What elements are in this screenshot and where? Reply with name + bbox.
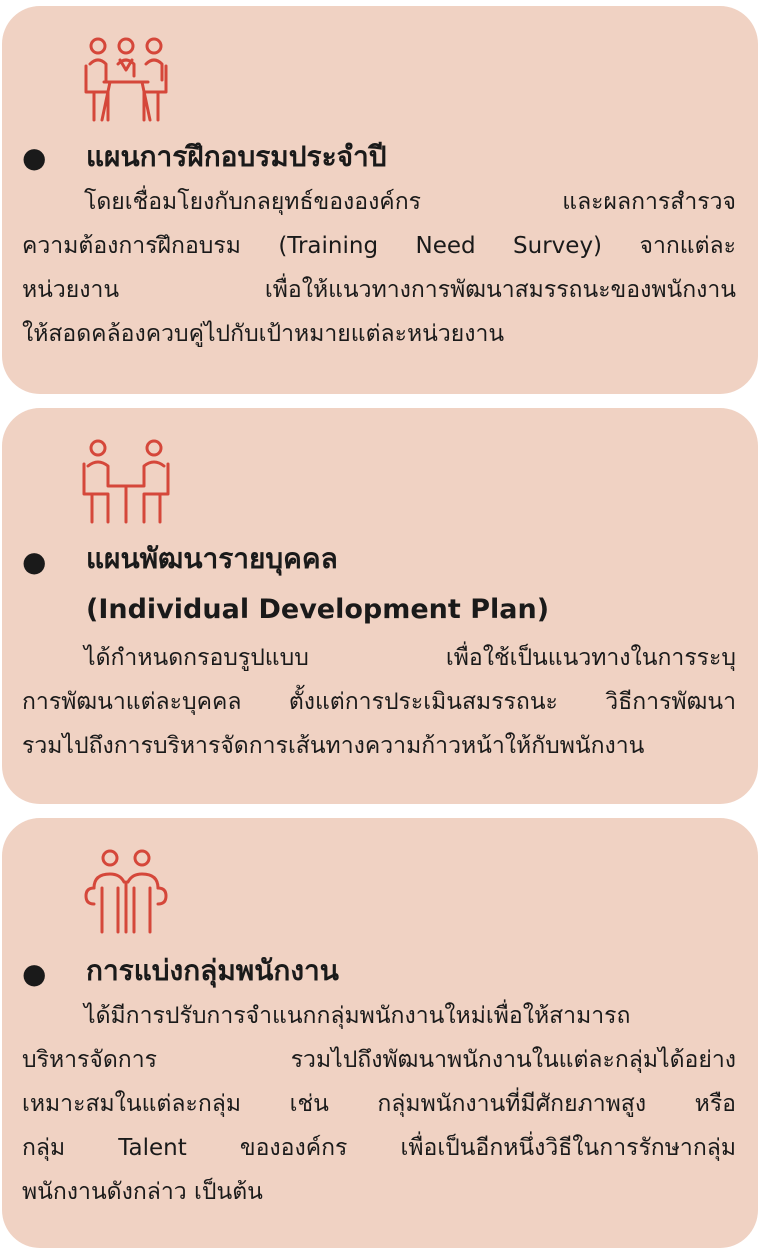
body-line: โดยเชื่อมโยงกับกลยุทธ์ขององค์กร และผลการสำรวจ (84, 189, 736, 215)
body-line: ได้มีการปรับการจำแนกกลุ่มพนักงานใหม่เพื่อให้สามารถ (84, 1003, 631, 1029)
section-heading: แผนพัฒนารายบุคคล (86, 542, 338, 575)
body-line: ความต้องการฝึกอบรม (Training Need Survey) จากแต่ละ (22, 233, 736, 259)
section-card-training-plan (2, 6, 758, 394)
section-heading: แผนการฝึกอบรมประจำปี (86, 140, 387, 173)
section-body (22, 180, 736, 356)
body-line: กลุ่ม Talent ขององค์กร เพื่อเป็นอีกหนึ่งวิธีในการรักษากลุ่ม (22, 1135, 736, 1161)
body-line: หน่วยงาน เพื่อให้แนวทางการพัฒนาสมรรถนะของพนักงาน (22, 277, 736, 303)
bullet: ● (22, 957, 47, 990)
bullet: ● (22, 141, 47, 174)
employee-group-icon (80, 848, 172, 938)
body-line: ได้กำหนดกรอบรูปแบบ เพื่อใช้เป็นแนวทางในการระบุ (84, 645, 736, 671)
section-card-employee-segmentation (2, 818, 758, 1248)
body-line: การพัฒนาแต่ละบุคคล ตั้งแต่การประเมินสมรรถนะ วิธีการพัฒนา (22, 689, 736, 715)
body-line: พนักงานดังกล่าว เป็นต้น (22, 1179, 263, 1205)
section-heading: การแบ่งกลุ่มพนักงาน (86, 954, 339, 987)
body-line: บริหารจัดการ รวมไปถึงพัฒนาพนักงานในแต่ละกลุ่มได้อย่าง (22, 1047, 736, 1073)
section-body (22, 994, 736, 1214)
body-line: รวมไปถึงการบริหารจัดการเส้นทางความก้าวหน้าให้กับพนักงาน (22, 733, 645, 759)
body-line: ให้สอดคล้องควบคู่ไปกับเป้าหมายแต่ละหน่วยงาน (22, 321, 505, 347)
section-body (22, 636, 736, 768)
section-subheading: (Individual Development Plan) (86, 594, 550, 625)
bullet: ● (22, 545, 47, 578)
two-people-table-icon (80, 438, 172, 528)
section-card-individual-development (2, 408, 758, 804)
body-line: เหมาะสมในแต่ละกลุ่ม เช่น กลุ่มพนักงานที่มีศักยภาพสูง หรือ (22, 1091, 736, 1117)
people-meeting-icon (80, 36, 172, 126)
